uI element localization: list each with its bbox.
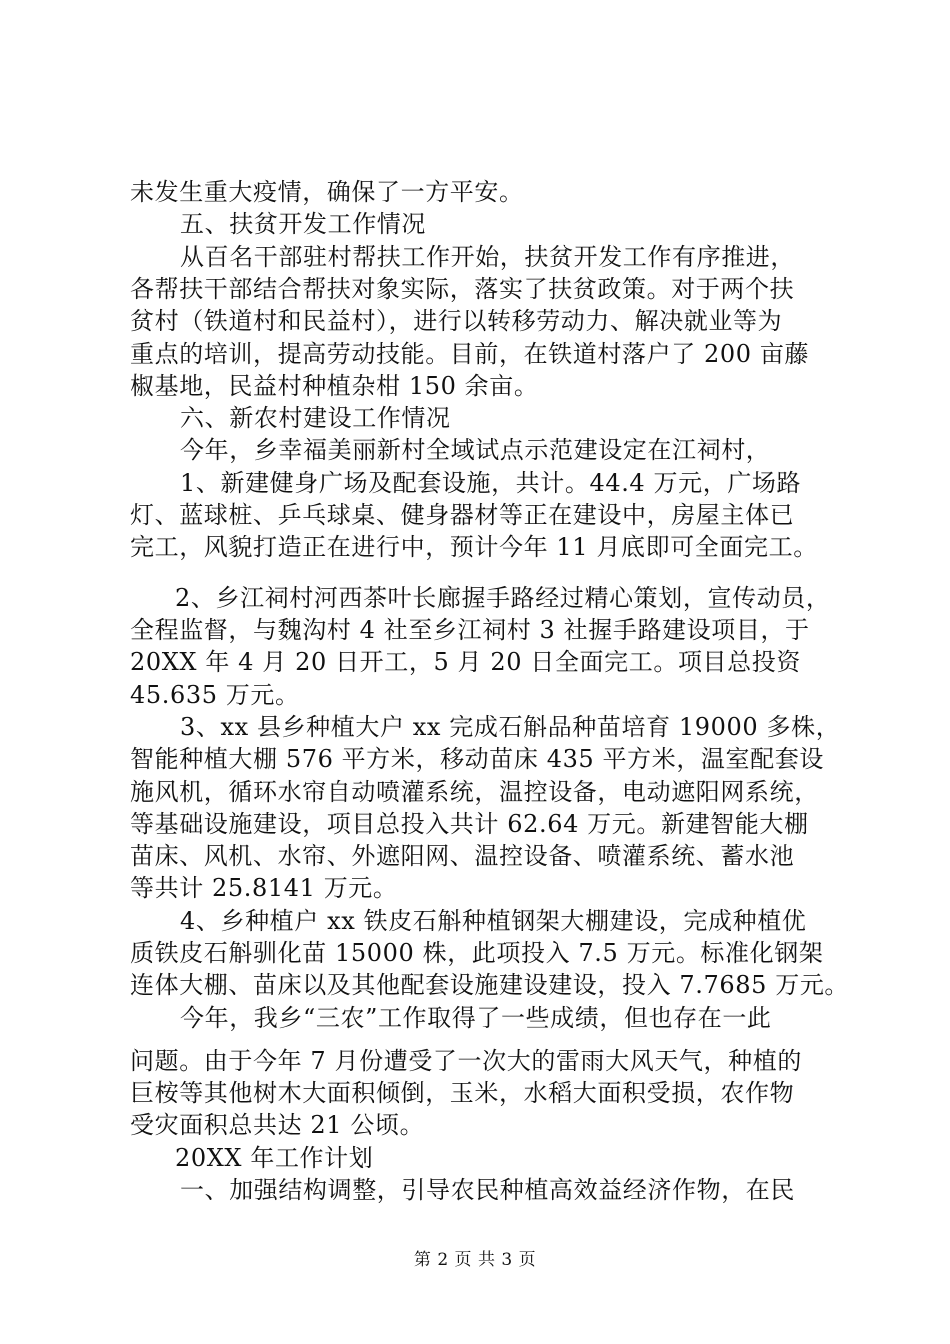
body-line: 从百名干部驻村帮扶工作开始，扶贫开发工作有序推进， (180, 243, 795, 271)
body-line: 贫村（铁道村和民益村），进行以转移劳动力、解决就业等为 (130, 307, 783, 335)
body-line: 今年，我乡“三农”工作取得了一些成绩，但也存在一此 (180, 1004, 772, 1032)
section-heading: 20XX 年工作计划 (175, 1144, 374, 1172)
body-line: 问题。由于今年 7 月份遭受了一次大的雷雨大风天气，种植的 (130, 1047, 802, 1075)
body-line: 智能种植大棚 576 平方米，移动苗床 435 平方米，温室配套设 (130, 745, 824, 773)
body-line: 全程监督，与魏沟村 4 社至乡江祠村 3 社握手路建设项目，于 (130, 616, 810, 644)
body-line: 各帮扶干部结合帮扶对象实际，落实了扶贫政策。对于两个扶 (130, 275, 795, 303)
body-line: 质铁皮石斛驯化苗 15000 株，此项投入 7.5 万元。标准化钢架 (130, 939, 824, 967)
page-footer: 第 2 页 共 3 页 (413, 1250, 537, 1270)
body-line: 4、乡种植户 xx 铁皮石斛种植钢架大棚建设，完成种植优 (180, 907, 807, 935)
body-line: 重点的培训，提高劳动技能。目前，在铁道村落户了 200 亩藤 (130, 340, 810, 368)
body-line: 椒基地，民益村种植杂柑 150 余亩。 (130, 372, 539, 400)
body-line: 2、乡江祠村河西茶叶长廊握手路经过精心策划，宣传动员， (175, 584, 831, 612)
body-line: 苗床、风机、水帘、外遮阳网、温控设备、喷灌系统、蓄水池 (130, 842, 795, 870)
body-line: 20XX 年 4 月 20 日开工，5 月 20 日全面完工。项目总投资 (130, 648, 801, 676)
body-line: 未发生重大疫情，确保了一方平安。 (130, 178, 524, 206)
body-line: 灯、蓝球桩、乒乓球桌、健身器材等正在建设中，房屋主体已 (130, 501, 795, 529)
body-line: 1、新建健身广场及配套设施，共计。44.4 万元，广场路 (180, 469, 802, 497)
body-line: 今年，乡幸福美丽新村全域试点示范建设定在江祠村， (180, 436, 771, 464)
section-heading: 五、扶贫开发工作情况 (180, 210, 426, 238)
body-line: 完工，风貌打造正在进行中，预计今年 11 月底即可全面完工。 (130, 533, 818, 561)
body-line: 等基础设施建设，项目总投入共计 62.64 万元。新建智能大棚 (130, 810, 809, 838)
section-heading: 六、新农村建设工作情况 (180, 404, 451, 432)
body-line: 巨桉等其他树木大面积倾倒，玉米，水稻大面积受损，农作物 (130, 1079, 795, 1107)
body-line: 等共计 25.8141 万元。 (130, 874, 398, 902)
body-line: 连体大棚、苗床以及其他配套设施建设建设，投入 7.7685 万元。 (130, 971, 850, 999)
body-line: 3、xx 县乡种植大户 xx 完成石斛品种苗培育 19000 多株， (180, 713, 841, 741)
body-line: 一、加强结构调整，引导农民种植高效益经济作物，在民 (180, 1176, 795, 1204)
body-line: 45.635 万元。 (130, 681, 300, 709)
body-line: 受灾面积总共达 21 公顷。 (130, 1111, 425, 1139)
body-line: 施风机，循环水帘自动喷灌系统，温控设备，电动遮阳网系统， (130, 778, 819, 806)
